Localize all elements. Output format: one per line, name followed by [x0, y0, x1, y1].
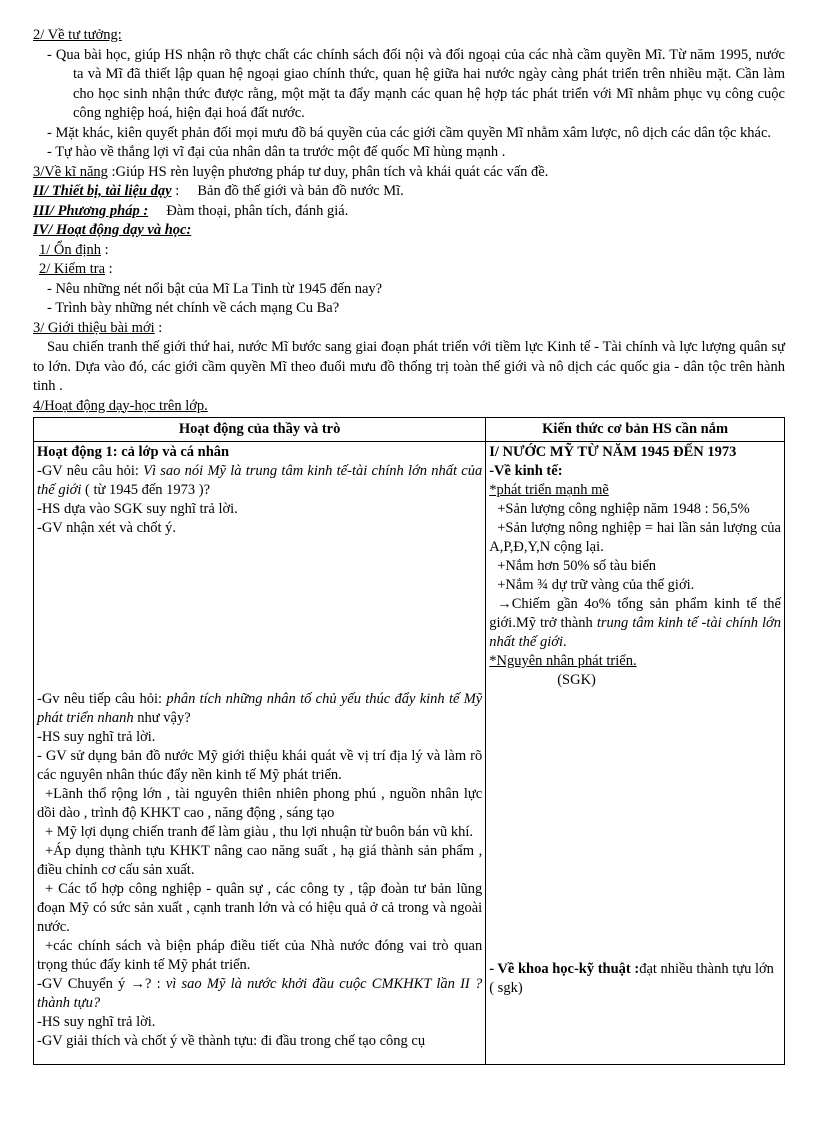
- gioi-thieu-label: 3/ Giới thiệu bài mới: [33, 319, 155, 336]
- science-technology-label: - Về khoa học-kỹ thuật :: [489, 961, 640, 977]
- student-answer-1: -HS dựa vào SGK suy nghĩ trả lời.: [37, 501, 238, 517]
- on-dinh-line: [33, 241, 785, 261]
- question-2-italic: phân tích những nhân tố chủ yếu thúc đẩy kinh tế Mỹ phát triển nhanh: [37, 691, 483, 726]
- tu-tuong-paragraph-3: - Tự hào về thắng lợi vĩ đại của nhân dân ta trước một đế quốc Mĩ hùng mạnh .: [47, 144, 506, 160]
- factor-1: +Lãnh thổ rộng lớn , tài nguyên thiên nhiên phong phú , nguồn nhân lực dồi dào , trình độ KHKT cao , năng động , sáng tạo: [37, 786, 483, 821]
- section-title: I/ NƯỚC MỸ TỪ NĂM 1945 ĐẾN 1973: [489, 444, 737, 460]
- tu-tuong-paragraph-1: - Qua bài học, giúp HS nhận rõ thực chất các chính sách đối nội và đối ngoại của các nhà cầm quyền Mĩ. Từ năm 1995, nước ta và Mĩ đã thiết lập quan hệ ngoại giao chính thức, quan hệ giữa hai nước ngày càng phát triển trên nhiều mặt. Cần làm cho học sinh nhận thức được rằng, một mặt ta đẩy mạnh các quan hệ hợp tác phát triển với Mĩ nhằm phục vụ công cuộc công nghiệp hoá, hiện đại hoá đất nước.: [47, 46, 785, 121]
- question-2-prefix: -Gv nêu tiếp câu hỏi:: [37, 691, 167, 707]
- kiem-tra-label: 2/ Kiểm tra: [39, 261, 106, 277]
- industry-output: +Sản lượng công nghiệp năm 1948 : 56,5%: [497, 501, 750, 517]
- table-header-left: Hoạt động của thầy và trò: [34, 418, 486, 442]
- gioi-thieu-paragraph: Sau chiến tranh thế giới thứ hai, nước Mĩ bước sang giai đoạn phát triển với tiềm lực Kinh tế - Tài chính và lực lượng quân sự to lớn. Dựa vào đó, các giới cầm quyền Mĩ theo đuổi mưu đồ thống trị toàn thế giới và nô dịch các quốc gia - dân tộc trên hành tinh .: [33, 339, 785, 394]
- gioi-thieu-text: :: [154, 319, 163, 336]
- tu-tuong-heading: 2/ Về tư tưởng:: [33, 27, 122, 43]
- world-gdp-share-italic: trung tâm kinh tế -tài chính lớn nhất thế giới: [489, 615, 781, 650]
- thiet-bi-line: [33, 182, 785, 202]
- agriculture-output: +Sản lượng nông nghiệp = hai lần sản lượng của A,P,Đ,Y,N cộng lại.: [489, 520, 781, 555]
- on-dinh-label: 1/ Ổn định: [39, 241, 102, 258]
- document-page: [33, 26, 785, 1065]
- sgk-reference: (SGK): [557, 672, 596, 688]
- tu-tuong-paragraph-2: - Mặt khác, kiên quyết phản đối mọi mưu đồ bá quyền của các giới cầm quyền Mĩ nhằm xâm lược, nô dịch các dân tộc khác.: [47, 124, 772, 141]
- economy-heading: -Về kinh tế:: [489, 463, 563, 479]
- on-dinh-text: :: [101, 241, 109, 258]
- ki-nang-text: :Giúp HS rèn luyện phương pháp tư duy, phân tích và khái quát các vấn đề.: [107, 163, 549, 180]
- thiet-bi-label: II/ Thiết bị, tài liệu dạy: [33, 183, 172, 199]
- student-answer-3: -HS suy nghĩ trả lời.: [37, 1014, 156, 1030]
- phuong-phap-line: [33, 202, 785, 222]
- question-1-italic: Vì sao nói Mỹ là trung tâm kinh tế-tài chính lớn nhất của thế giới: [37, 463, 483, 498]
- basic-knowledge: [486, 442, 785, 1065]
- student-answer-2: -HS suy nghĩ trả lời.: [37, 729, 156, 745]
- science-technology: [489, 960, 781, 998]
- factor-4: + Các tổ hợp công nghiệp - quân sự , các công ty , tập đoàn tư bản lũng đoạn Mỹ có sức sản xuất , cạnh tranh lớn và có hiệu quả ở cả trong và ngoài nước.: [37, 881, 483, 935]
- kiem-tra-text: :: [105, 261, 113, 277]
- development-causes: *Nguyên nhân phát triển.: [489, 653, 637, 669]
- question-1-prefix: -GV nêu câu hỏi:: [37, 463, 144, 479]
- kiem-tra-question-2: - Trình bày những nét chính về cách mạng Cu Ba?: [47, 300, 340, 316]
- question-2: [37, 690, 482, 728]
- world-gdp-share-suffix: .: [563, 634, 567, 650]
- gold-reserve: +Nắm ¾ dự trữ vàng của thế giới.: [497, 577, 695, 593]
- factor-5: +các chính sách và biện pháp điều tiết của Nhà nước đóng vai trò quan trọng thúc đẩy kinh tế Mỹ phát triển.: [37, 938, 483, 973]
- teacher-map-explanation: - GV sử dụng bản đồ nước Mỹ giới thiệu khái quát về vị trí địa lý và làm rõ các nguyên nhân thúc đẩy nền kinh tế Mỹ phát triển.: [37, 748, 483, 783]
- question-3-prefix: -GV Chuyển ý →? :: [37, 976, 166, 992]
- factor-2: + Mỹ lợi dụng chiến tranh để làm giàu , thu lợi nhuận từ buôn bán vũ khí.: [45, 824, 474, 840]
- question-1-suffix: ( từ 1945 đến 1973 )?: [81, 482, 211, 498]
- world-gdp-share: [489, 595, 781, 652]
- teacher-summary-3: -GV giải thích và chốt ý về thành tựu: đi đầu trong chế tạo công cụ: [37, 1033, 426, 1049]
- gioi-thieu-line: [33, 319, 785, 339]
- kiem-tra-question-1: - Nêu những nét nổi bật của Mĩ La Tinh từ 1945 đến nay?: [47, 280, 383, 297]
- hoat-dong-lop-heading: 4/Hoạt động dạy-học trên lớp.: [33, 397, 208, 414]
- teacher-student-activities: [34, 442, 486, 1065]
- thiet-bi-text: : Bản đồ thế giới và bản đồ nước Mĩ.: [171, 183, 404, 199]
- kiem-tra-line: [33, 260, 785, 280]
- ki-nang-label: 3/Về kĩ năng: [33, 163, 108, 180]
- activity-1-title: Hoạt động 1: cả lớp và cá nhân: [37, 444, 230, 460]
- strong-development: *phát triển mạnh mẽ: [489, 482, 609, 498]
- table-header-right: Kiến thức cơ bản HS cần nắm: [486, 418, 785, 442]
- world-gdp-share-prefix: →Chiếm gần 4o% tổng sản phẩm kinh tế thế giới.Mỹ trở thành: [489, 596, 781, 631]
- phuong-phap-label: III/ Phương pháp :: [33, 202, 149, 219]
- question-1: [37, 462, 482, 500]
- ki-nang-line: [33, 163, 785, 183]
- question-3: [37, 975, 482, 1013]
- shipping-share: +Nắm hơn 50% số tàu biển: [497, 558, 657, 574]
- question-3-italic: vì sao Mỹ là nước khởi đầu cuộc CMKHKT lần II ? thành tựu?: [37, 976, 483, 1011]
- hoat-dong-heading: IV/ Hoạt động dạy và học:: [33, 222, 192, 238]
- factor-3: +Áp dụng thành tựu KHKT nâng cao năng suất , hạ giá thành sản phẩm , điều chỉnh cơ cấu sản xuất.: [37, 843, 483, 878]
- question-2-suffix: như vậy?: [133, 710, 191, 726]
- teacher-summary-1: -GV nhận xét và chốt ý.: [37, 520, 177, 536]
- lesson-table: [33, 417, 785, 1065]
- phuong-phap-text: Đàm thoại, phân tích, đánh giá.: [148, 202, 349, 219]
- science-technology-text: đạt nhiều thành tựu lớn ( sgk): [489, 961, 774, 996]
